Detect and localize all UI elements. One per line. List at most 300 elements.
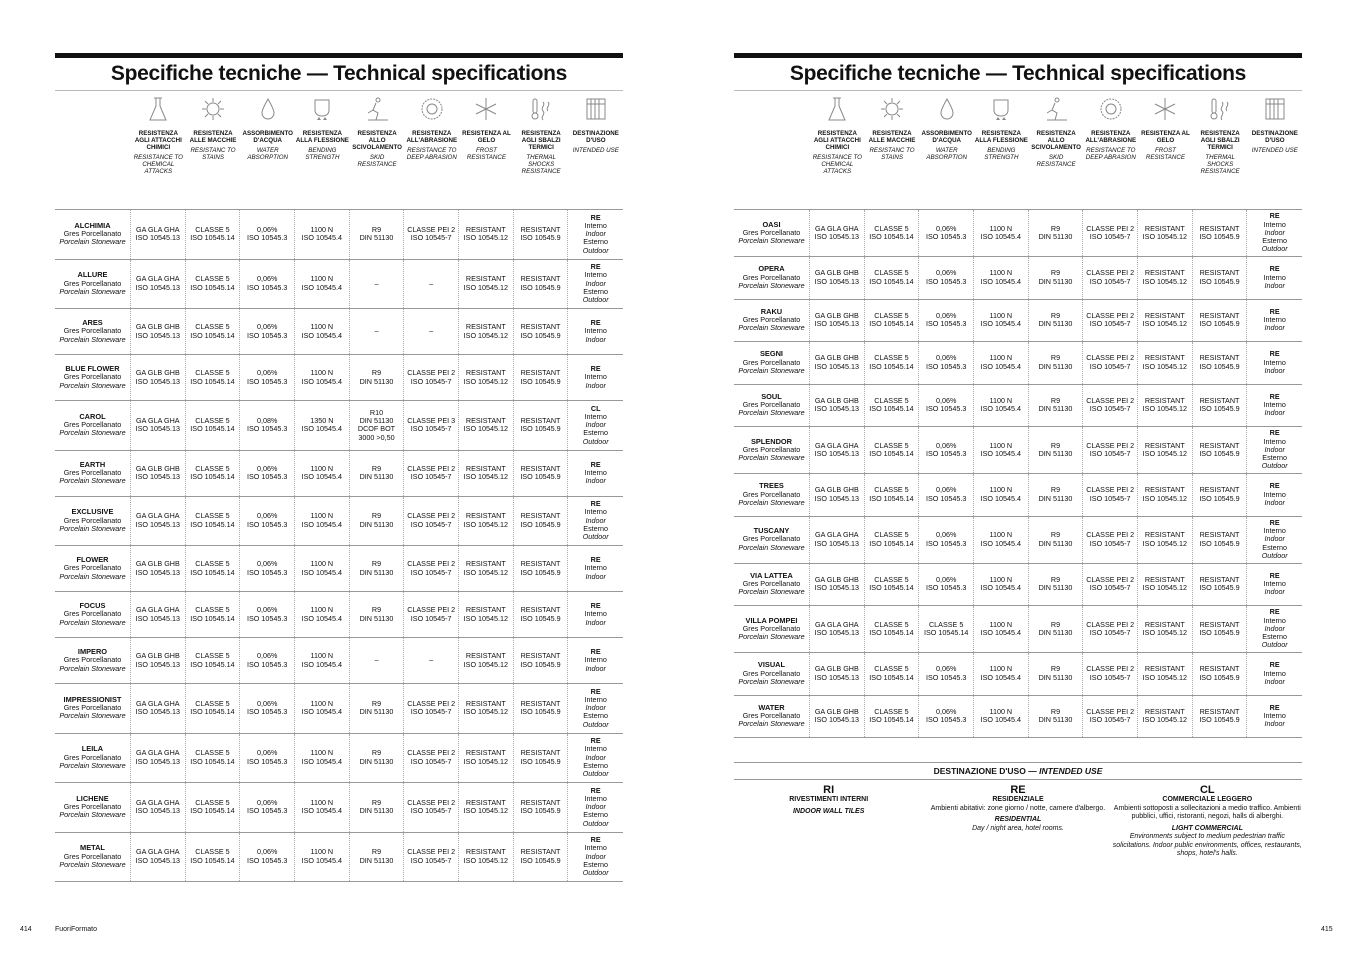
spec-cell: CLASSE 5 ISO 10545.14: [865, 653, 920, 695]
spec-cell: GA GLA GHA ISO 10545.13: [131, 833, 186, 882]
spec-cell: GA GLB GHB ISO 10545.13: [131, 638, 186, 683]
spec-cell: 1100 N ISO 10545.4: [295, 451, 350, 496]
product-material: Gres Porcellanato: [742, 711, 801, 721]
spec-cell: 0,06% ISO 10545.3: [240, 210, 295, 259]
thermal-icon: [1207, 96, 1233, 124]
product-material-en: Porcelain Stoneware: [738, 280, 805, 290]
spec-cell: RESISTANT ISO 10545.9: [514, 546, 569, 591]
spec-cell: CLASSE PEI 2 ISO 10545-7: [1083, 300, 1138, 342]
table-row: [734, 341, 1302, 384]
product-name: ALLURE: [77, 270, 108, 280]
intended-use-cell: RE Interno Indoor: [1263, 306, 1286, 333]
header-label-en: FROST RESISTANCE: [1145, 147, 1186, 161]
legend-title-en-text: RESIDENTIAL: [994, 816, 1042, 823]
intended-use-cell: RE Interno Indoor Esterno Outdoor: [582, 262, 609, 305]
spec-cell: R9 DIN 51130: [350, 592, 405, 637]
spec-cell: GA GLA GHA ISO 10545.13: [131, 684, 186, 733]
spec-cell: CLASSE PEI 2 ISO 10545-7: [404, 833, 459, 882]
intended-use-cell: RE Interno Indoor: [1263, 264, 1286, 290]
spec-cell: CLASSE 5 ISO 10545.14: [186, 210, 241, 259]
header-label-it: ASSORBIMENTO D'ACQUA: [242, 130, 293, 144]
product-name: VIA LATTEA: [750, 570, 793, 580]
spec-cell: RESISTANT ISO 10545.9: [514, 497, 569, 546]
product-cell: [55, 210, 131, 259]
intended-use-cell: RE Interno Indoor: [584, 459, 607, 486]
product-material-en: Porcelain Stoneware: [738, 453, 805, 463]
column-header: [810, 94, 865, 204]
table-row: [734, 605, 1302, 652]
header-label-it: DESTINAZIONE D'USO: [572, 130, 619, 144]
spec-cell: RESISTANT ISO 10545.12: [459, 355, 514, 400]
spec-cell: RESISTANT ISO 10545.9: [514, 833, 569, 882]
product-material: Gres Porcellanato: [63, 563, 122, 573]
spec-cell: R9 DIN 51130: [1029, 342, 1084, 384]
spec-cell: R9 DIN 51130: [1029, 564, 1084, 606]
product-material: Gres Porcellanato: [63, 420, 122, 430]
intended-use-cell: RE Interno Indoor: [1263, 702, 1286, 729]
spec-cell: 0,06% ISO 10545.3: [240, 309, 295, 354]
legend-title-text: RIVESTIMENTI INTERNI: [789, 796, 869, 803]
spec-cell: RESISTANT ISO 10545.9: [514, 451, 569, 496]
spec-cell: CLASSE 5 ISO 10545.14: [186, 546, 241, 591]
spec-cell: CLASSE PEI 2 ISO 10545-7: [1083, 564, 1138, 606]
spec-cell: 1100 N ISO 10545.4: [974, 257, 1029, 299]
product-material: Gres Porcellanato: [63, 229, 122, 239]
spec-cell: RESISTANT ISO 10545.9: [514, 210, 569, 259]
table-row: [734, 256, 1302, 299]
spec-cell: 0,06% ISO 10545.3: [919, 300, 974, 342]
spec-cell: RESISTANT ISO 10545.12: [1138, 696, 1193, 738]
frost-icon: [1152, 96, 1178, 124]
header-label-en: RESISTANCE TO DEEP ABRASION: [1085, 147, 1136, 161]
legend-item: [734, 784, 923, 859]
table-row: [734, 209, 1302, 256]
product-material: Gres Porcellanato: [63, 515, 122, 525]
column-header: [459, 94, 514, 204]
spec-cell: CLASSE 5 ISO 10545.14: [919, 606, 974, 652]
spec-cell: CLASSE PEI 2 ISO 10545-7: [1083, 606, 1138, 652]
spec-cell: CLASSE 5 ISO 10545.14: [865, 300, 920, 342]
top-rule: [55, 53, 623, 58]
spec-cell: RESISTANT ISO 10545.9: [514, 309, 569, 354]
header-label-en: INTENDED USE: [1251, 147, 1298, 154]
product-name: WATER: [758, 702, 785, 712]
spec-cell: RESISTANT ISO 10545.9: [514, 260, 569, 309]
spec-cell: 0,06% ISO 10545.3: [240, 833, 295, 882]
header-label-en: WATER ABSORPTION: [926, 147, 967, 161]
spec-cell: RESISTANT ISO 10545.12: [1138, 517, 1193, 563]
spec-cell: GA GLA GHA ISO 10545.13: [810, 606, 865, 652]
legend-desc-en: Environments subject to medium pedestrian traffic solicitations. Indoor public environments, offices, restaurants, shops, hotel's halls.: [1112, 833, 1302, 857]
product-material: Gres Porcellanato: [63, 278, 122, 288]
spec-cell: 0,06% ISO 10545.3: [240, 355, 295, 400]
product-cell: [55, 833, 131, 882]
table-row: [55, 209, 623, 259]
intended-use-cell: CL Interno Indoor Esterno Outdoor: [582, 403, 609, 446]
spec-cell: R9 DIN 51130: [1029, 300, 1084, 342]
spec-cell: 0,06% ISO 10545.3: [240, 497, 295, 546]
spec-cell: 1100 N ISO 10545.4: [295, 638, 350, 683]
legend-desc-en: Day / night area, hotel rooms.: [972, 824, 1064, 832]
drop-icon: [255, 96, 281, 124]
spec-cell: CLASSE 5 ISO 10545.14: [865, 564, 920, 606]
table-row: [734, 426, 1302, 473]
column-header: [974, 94, 1029, 204]
spec-cell: CLASSE PEI 2 ISO 10545-7: [404, 451, 459, 496]
title-divider: [55, 90, 623, 91]
bending-icon: [309, 96, 335, 124]
spec-cell: RESISTANT ISO 10545.12: [1138, 385, 1193, 427]
spec-cell: GA GLB GHB ISO 10545.13: [810, 474, 865, 516]
spec-cell: CLASSE PEI 2 ISO 10545-7: [1083, 653, 1138, 695]
spec-cell: CLASSE 5 ISO 10545.14: [865, 385, 920, 427]
page-number-right: 415: [1321, 926, 1333, 933]
spec-cell: RESISTANT ISO 10545.9: [514, 401, 569, 450]
legend-item: [1113, 784, 1302, 859]
spec-cell: CLASSE 5 ISO 10545.14: [865, 342, 920, 384]
top-rule: [734, 53, 1302, 58]
page-title: Specifiche tecniche — Technical specifications: [110, 62, 568, 85]
product-name: OPERA: [758, 264, 785, 274]
product-material: Gres Porcellanato: [63, 703, 122, 713]
product-material: Gres Porcellanato: [63, 467, 122, 477]
product-name: FLOWER: [76, 555, 109, 565]
intended-use-cell: RE Interno Indoor Esterno Outdoor: [582, 686, 609, 729]
product-name: ARES: [82, 318, 103, 328]
product-cell: [734, 385, 810, 427]
spec-cell: RESISTANT ISO 10545.12: [459, 734, 514, 783]
spec-cell: CLASSE PEI 2 ISO 10545-7: [404, 684, 459, 733]
product-cell: [55, 401, 131, 450]
spec-cell: CLASSE 5 ISO 10545.14: [186, 401, 241, 450]
spec-cell: RESISTANT ISO 10545.12: [1138, 300, 1193, 342]
spec-cell: RESISTANT ISO 10545.12: [1138, 606, 1193, 652]
intended-use-legend: [734, 762, 1302, 859]
intended-use-cell: RE Interno Indoor Esterno Outdoor: [1261, 428, 1288, 471]
intended-use-cell: RE Interno Indoor Esterno Outdoor: [582, 212, 609, 255]
spec-cell: 0,06% ISO 10545.3: [240, 451, 295, 496]
spec-cell: CLASSE 5 ISO 10545.14: [186, 783, 241, 832]
legend-desc: Ambienti sottoposti a sollecitazioni a medio traffico. Ambienti pubblici, uffici, ristoranti, negozi, halls di alberghi.: [1113, 804, 1301, 820]
spec-cell: GA GLB GHB ISO 10545.13: [810, 385, 865, 427]
spec-cell: GA GLB GHB ISO 10545.13: [810, 564, 865, 606]
intended-use-cell: RE Interno Indoor Esterno Outdoor: [582, 835, 609, 878]
spec-cell: R9 DIN 51130: [350, 210, 405, 259]
legend-code: RE: [1010, 784, 1026, 796]
product-cell: [734, 427, 810, 473]
flask-icon: [824, 96, 850, 124]
spec-cell: CLASSE 5 ISO 10545.14: [186, 592, 241, 637]
table-row: [734, 473, 1302, 516]
product-material: Gres Porcellanato: [742, 579, 801, 589]
spec-cell: RESISTANT ISO 10545.12: [1138, 210, 1193, 256]
spec-cell: 0,06% ISO 10545.3: [919, 257, 974, 299]
legend-title-it: DESTINAZIONE D'USO: [933, 766, 1026, 776]
header-label-it: RESISTENZA AL GELO: [1141, 130, 1190, 144]
column-header: [295, 94, 350, 204]
product-material-en: Porcelain Stoneware: [59, 237, 126, 247]
header-label-en: SKID RESISTANCE: [1036, 154, 1076, 168]
spec-cell: CLASSE 5 ISO 10545.14: [186, 451, 241, 496]
spec-cell: CLASSE 5 ISO 10545.14: [186, 638, 241, 683]
spec-cell: CLASSE 5 ISO 10545.14: [186, 355, 241, 400]
product-name: OASI: [762, 219, 781, 229]
thermal-icon: [528, 96, 554, 124]
spec-cell: 1100 N ISO 10545.4: [974, 474, 1029, 516]
spec-cell: GA GLB GHB ISO 10545.13: [810, 257, 865, 299]
product-material-en: Porcelain Stoneware: [59, 476, 126, 486]
product-material-en: Porcelain Stoneware: [59, 571, 126, 581]
spec-cell: 1100 N ISO 10545.4: [974, 653, 1029, 695]
column-header: [186, 94, 241, 204]
header-label-en: RESISTANC TO STAINS: [190, 147, 236, 161]
product-material-en: Porcelain Stoneware: [738, 632, 805, 642]
header-label-it: RESISTENZA AGLI SBALZI TERMICI: [1200, 130, 1240, 151]
product-material-en: Porcelain Stoneware: [59, 810, 126, 820]
spec-cell: R9 DIN 51130: [350, 451, 405, 496]
spec-cell: CLASSE PEI 2 ISO 10545-7: [1083, 385, 1138, 427]
spec-cell: 1100 N ISO 10545.4: [295, 497, 350, 546]
table-row: [55, 354, 623, 400]
product-material-en: Porcelain Stoneware: [59, 663, 126, 673]
product-name: TUSCANY: [753, 526, 790, 536]
spec-cell: GA GLB GHB ISO 10545.13: [810, 696, 865, 738]
spec-cell: 1100 N ISO 10545.4: [295, 734, 350, 783]
spec-cell: R9 DIN 51130: [1029, 385, 1084, 427]
spec-cell: RESISTANT ISO 10545.9: [1193, 653, 1248, 695]
product-material-en: Porcelain Stoneware: [738, 587, 805, 597]
header-label-en: THERMAL SHOCKS RESISTANCE: [521, 154, 561, 175]
column-header: [919, 94, 974, 204]
product-material-en: Porcelain Stoneware: [59, 760, 126, 770]
spec-cell: 0,06% ISO 10545.3: [240, 638, 295, 683]
product-name: IMPRESSIONIST: [63, 694, 122, 704]
header-label-en: SKID RESISTANCE: [357, 154, 397, 168]
column-header: [569, 94, 624, 204]
spec-cell: 0,06% ISO 10545.3: [240, 783, 295, 832]
spec-cell: CLASSE PEI 2 ISO 10545-7: [404, 546, 459, 591]
product-name: SOUL: [761, 391, 782, 401]
page-number-left: 414: [20, 926, 32, 933]
product-cell: [734, 606, 810, 652]
product-material: Gres Porcellanato: [742, 315, 801, 325]
spec-cell: RESISTANT ISO 10545.12: [459, 638, 514, 683]
product-material-en: Porcelain Stoneware: [738, 676, 805, 686]
table-row: [55, 683, 623, 733]
spec-cell: R10 DIN 51130 DCOF BOT 3000 >0,50: [350, 401, 405, 450]
spec-cell: RESISTANT ISO 10545.9: [1193, 300, 1248, 342]
spec-cell: 1100 N ISO 10545.4: [974, 564, 1029, 606]
table-row: [734, 516, 1302, 563]
product-material-en: Porcelain Stoneware: [59, 428, 126, 438]
spec-cell: R9 DIN 51130: [350, 497, 405, 546]
column-header: [350, 94, 405, 204]
spec-cell: RESISTANT ISO 10545.12: [1138, 342, 1193, 384]
slip-icon: [1043, 96, 1069, 124]
product-name: CAROL: [79, 411, 106, 421]
column-header: [865, 94, 920, 204]
spec-cell: CLASSE 5 ISO 10545.14: [186, 734, 241, 783]
spec-cell: 0,06% ISO 10545.3: [240, 592, 295, 637]
column-header: [1193, 94, 1248, 204]
product-cell: [55, 355, 131, 400]
spec-cell: R9 DIN 51130: [1029, 210, 1084, 256]
spec-cell: CLASSE PEI 2 ISO 10545-7: [404, 355, 459, 400]
legend-columns: [734, 784, 1302, 859]
spec-cell: GA GLA GHA ISO 10545.13: [810, 517, 865, 563]
spec-cell: CLASSE PEI 2 ISO 10545-7: [404, 783, 459, 832]
spec-cell: CLASSE PEI 2 ISO 10545-7: [404, 497, 459, 546]
spec-cell: R9 DIN 51130: [350, 783, 405, 832]
intended-use-cell: RE Interno Indoor Esterno Outdoor: [1261, 607, 1288, 650]
product-name: LICHENE: [76, 793, 109, 803]
header-label-en: WATER ABSORPTION: [247, 147, 288, 161]
column-header: [1248, 94, 1303, 204]
spec-cell: CLASSE PEI 2 ISO 10545-7: [1083, 257, 1138, 299]
product-cell: [734, 517, 810, 563]
product-cell: [55, 546, 131, 591]
product-name: BLUE FLOWER: [65, 364, 120, 374]
column-header: [404, 94, 459, 204]
legend-title: DESTINAZIONE D'USO — INTENDED USE: [734, 762, 1302, 780]
spec-cell: RESISTANT ISO 10545.9: [1193, 385, 1248, 427]
spec-cell: RESISTANT ISO 10545.12: [459, 451, 514, 496]
intended-use-cell: RE Interno Indoor: [584, 601, 607, 627]
legend-item: [923, 784, 1112, 859]
spec-cell: 0,06% ISO 10545.3: [919, 653, 974, 695]
spec-cell: R9 DIN 51130: [350, 684, 405, 733]
header-label-en: BENDING STRENGTH: [305, 147, 340, 161]
spec-cell: R9 DIN 51130: [350, 833, 405, 882]
spec-cell: 1100 N ISO 10545.4: [974, 427, 1029, 473]
product-name: RAKU: [760, 306, 783, 316]
product-material-en: Porcelain Stoneware: [738, 365, 805, 375]
legend-code: CL: [1199, 784, 1215, 796]
product-name: ALCHIMIA: [74, 220, 111, 230]
flask-icon: [145, 96, 171, 124]
header-label-it: RESISTENZA ALLO SCIVOLAMENTO: [352, 130, 402, 151]
intended-use-cell: RE Interno Indoor Esterno Outdoor: [1261, 517, 1288, 560]
spec-cell: 0,06% ISO 10545.3: [240, 734, 295, 783]
spec-cell: 0,06% ISO 10545.3: [240, 546, 295, 591]
spec-table: [734, 209, 1302, 738]
product-material: Gres Porcellanato: [742, 534, 801, 544]
spec-cell: CLASSE PEI 2 ISO 10545-7: [1083, 342, 1138, 384]
product-cell: [55, 309, 131, 354]
product-cell: [734, 474, 810, 516]
spec-cell: CLASSE 5 ISO 10545.14: [186, 833, 241, 882]
spec-cell: RESISTANT ISO 10545.12: [1138, 564, 1193, 606]
spec-cell: –: [350, 309, 405, 354]
spec-cell: RESISTANT ISO 10545.9: [1193, 517, 1248, 563]
spec-cell: 1100 N ISO 10545.4: [295, 210, 350, 259]
spec-cell: GA GLA GHA ISO 10545.13: [810, 210, 865, 256]
header-label-en: RESISTANCE TO CHEMICAL ATTACKS: [133, 154, 183, 175]
spec-cell: CLASSE PEI 2 ISO 10545-7: [1083, 210, 1138, 256]
product-material-en: Porcelain Stoneware: [59, 711, 126, 721]
product-cell: [734, 257, 810, 299]
spec-cell: CLASSE 5 ISO 10545.14: [865, 474, 920, 516]
product-name: IMPERO: [77, 647, 108, 657]
spec-cell: CLASSE PEI 2 ISO 10545-7: [404, 734, 459, 783]
spec-cell: 0,08% ISO 10545.3: [240, 401, 295, 450]
table-row: [55, 637, 623, 683]
header-label-it: ASSORBIMENTO D'ACQUA: [921, 130, 972, 144]
legend-title-text: COMMERCIALE LEGGERO: [1162, 796, 1253, 803]
spec-cell: RESISTANT ISO 10545.9: [514, 684, 569, 733]
spec-cell: 1100 N ISO 10545.4: [974, 300, 1029, 342]
product-cell: [55, 451, 131, 496]
spec-cell: 1100 N ISO 10545.4: [974, 210, 1029, 256]
spec-cell: GA GLB GHB ISO 10545.13: [810, 300, 865, 342]
table-row: [55, 591, 623, 637]
table-row: [734, 299, 1302, 342]
spec-cell: 0,06% ISO 10545.3: [919, 385, 974, 427]
legend-title-en-text: INDOOR WALL TILES: [792, 807, 865, 815]
product-material: Gres Porcellanato: [742, 623, 801, 633]
intended-use-cell: RE Interno Indoor: [584, 555, 607, 581]
spec-cell: GA GLB GHB ISO 10545.13: [131, 309, 186, 354]
splash-icon: [879, 96, 905, 124]
legend-title-en-text: LIGHT COMMERCIAL: [1171, 824, 1243, 832]
product-cell: [734, 342, 810, 384]
spec-cell: 1100 N ISO 10545.4: [974, 606, 1029, 652]
product-name: VISUAL: [757, 660, 786, 670]
product-material: Gres Porcellanato: [63, 802, 122, 812]
spec-cell: CLASSE PEI 2 ISO 10545-7: [1083, 696, 1138, 738]
spec-cell: RESISTANT ISO 10545.9: [1193, 696, 1248, 738]
spec-cell: 0,06% ISO 10545.3: [919, 474, 974, 516]
spec-cell: RESISTANT ISO 10545.12: [459, 684, 514, 733]
product-material-en: Porcelain Stoneware: [59, 380, 126, 390]
product-cell: [55, 638, 131, 683]
product-material: Gres Porcellanato: [742, 227, 801, 237]
splash-icon: [200, 96, 226, 124]
intended-use-cell: RE Interno Indoor Esterno Outdoor: [582, 499, 609, 542]
product-material: Gres Porcellanato: [63, 326, 122, 336]
product-material-en: Porcelain Stoneware: [59, 859, 126, 869]
product-material: Gres Porcellanato: [742, 272, 801, 282]
spec-cell: GA GLA GHA ISO 10545.13: [131, 210, 186, 259]
spec-cell: CLASSE 5 ISO 10545.14: [186, 309, 241, 354]
spec-cell: 1100 N ISO 10545.4: [295, 684, 350, 733]
product-name: FOCUS: [79, 601, 106, 611]
product-material-en: Porcelain Stoneware: [59, 334, 126, 344]
table-row: [55, 400, 623, 450]
spec-cell: RESISTANT ISO 10545.12: [1138, 257, 1193, 299]
spec-cell: RESISTANT ISO 10545.9: [1193, 606, 1248, 652]
product-name: VILLA POMPEI: [745, 615, 798, 625]
spec-cell: RESISTANT ISO 10545.12: [1138, 427, 1193, 473]
product-cell: [55, 684, 131, 733]
spec-cell: –: [350, 260, 405, 309]
product-material-en: Porcelain Stoneware: [738, 236, 805, 246]
bending-icon: [988, 96, 1014, 124]
spec-cell: RESISTANT ISO 10545.12: [459, 592, 514, 637]
header-label-en: RESISTANC TO STAINS: [869, 147, 915, 161]
column-header: [240, 94, 295, 204]
header-label-it: RESISTENZA AGLI ATTACCHI CHIMICI: [134, 130, 182, 151]
product-material: Gres Porcellanato: [63, 655, 122, 665]
product-cell: [734, 210, 810, 256]
spec-cell: 0,06% ISO 10545.3: [240, 684, 295, 733]
spec-cell: 0,06% ISO 10545.3: [919, 427, 974, 473]
product-name: TREES: [759, 481, 784, 491]
header-label-en: THERMAL SHOCKS RESISTANCE: [1200, 154, 1240, 175]
product-material: Gres Porcellanato: [742, 444, 801, 454]
product-name: SEGNI: [759, 349, 783, 359]
spec-cell: R9 DIN 51130: [1029, 606, 1084, 652]
